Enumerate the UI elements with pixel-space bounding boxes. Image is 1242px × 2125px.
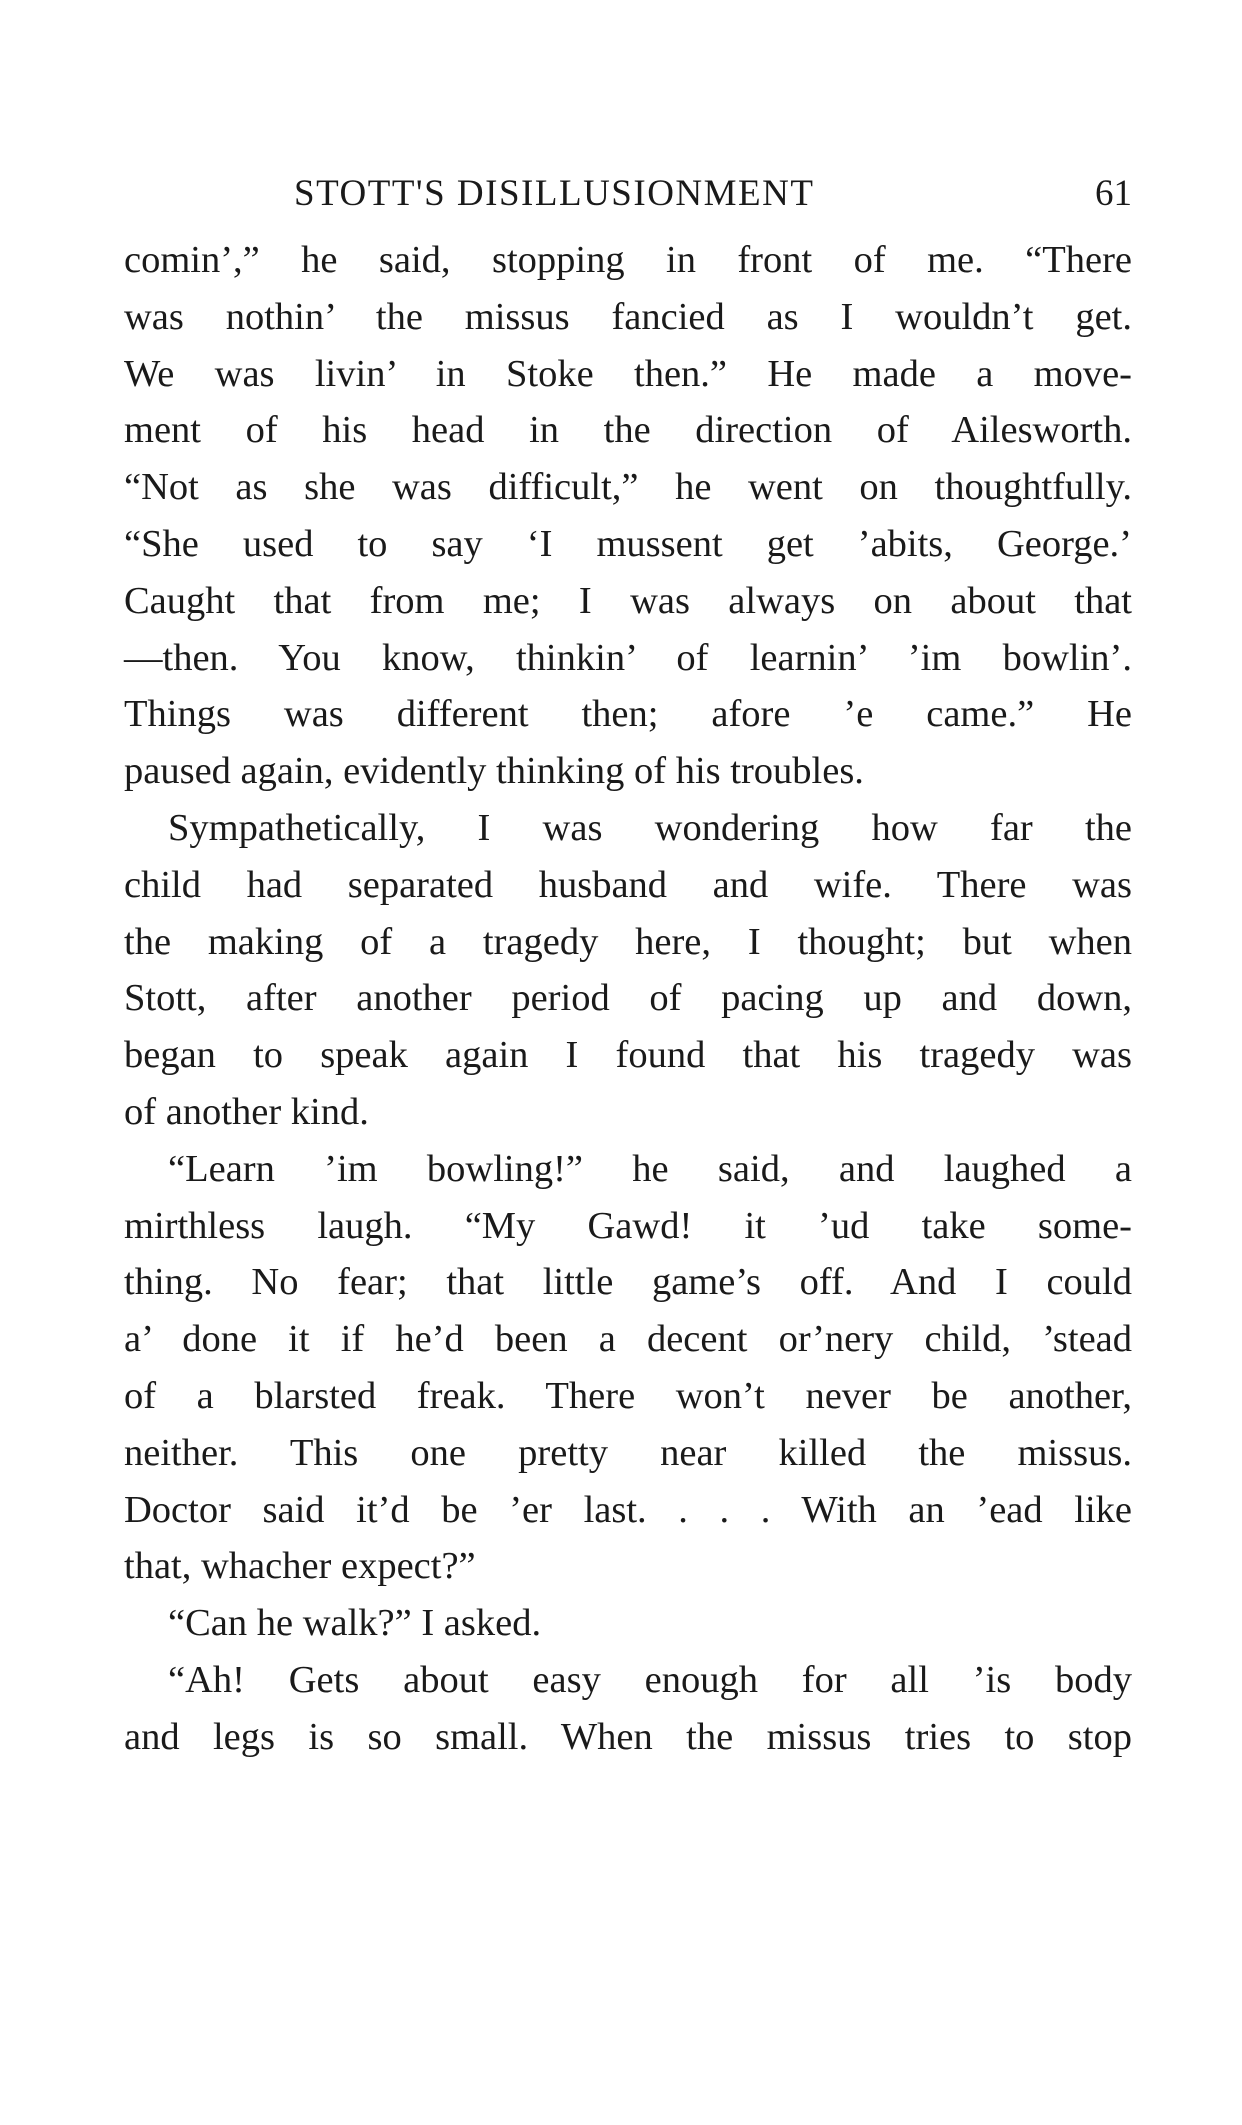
text-line: mirthless laugh. “My Gawd! it ’ud take some-: [124, 1204, 1132, 1247]
book-page: [124, 168, 1132, 1766]
text-line: “Learn ’im bowling!” he said, and laughed a: [168, 1147, 1132, 1190]
body-text: [124, 232, 1132, 1766]
text-line: was nothin’ the missus fancied as I wouldn’t get.: [124, 295, 1132, 338]
text-line: began to speak again I found that his tragedy was: [124, 1034, 1132, 1077]
running-title: STOTT'S DISILLUSIONMENT: [294, 173, 815, 214]
page-number: 61: [1095, 173, 1132, 214]
text-line: Things was different then; afore ’e came.” He: [124, 693, 1132, 736]
text-line: a’ done it if he’d been a decent or’nery child, ’stead: [124, 1318, 1132, 1361]
text-line: “She used to say ‘I mussent get ’abits, George.’: [124, 522, 1132, 565]
text-line: ment of his head in the direction of Ailesworth.: [124, 409, 1132, 452]
text-line: of another kind.: [124, 1090, 369, 1133]
text-line: Caught that from me; I was always on about that: [124, 579, 1132, 622]
text-line: comin’,” he said, stopping in front of me. “There: [124, 239, 1132, 281]
paragraph: [124, 1141, 1132, 1595]
paragraph: [124, 232, 1132, 800]
text-line: thing. No fear; that little game’s off. And I could: [124, 1261, 1132, 1304]
text-line: “Not as she was difficult,” he went on thoughtfully.: [124, 466, 1132, 509]
text-line: Stott, after another period of pacing up and down,: [124, 977, 1132, 1020]
text-line: Doctor said it’d be ’er last. . . . With an ’ead like: [124, 1488, 1132, 1531]
text-line: the making of a tragedy here, I thought; but when: [124, 920, 1132, 963]
text-line: paused again, evidently thinking of his troubles.: [124, 750, 864, 793]
text-line: and legs is so small. When the missus tries to stop: [124, 1715, 1132, 1758]
text-line: neither. This one pretty near killed the missus.: [124, 1431, 1132, 1474]
paragraph: [124, 1652, 1132, 1766]
text-line: Sympathetically, I was wondering how far the: [168, 806, 1132, 849]
text-line: child had separated husband and wife. There was: [124, 863, 1132, 906]
text-line: “Ah! Gets about easy enough for all ’is body: [168, 1658, 1132, 1701]
running-head: [124, 168, 1132, 232]
text-line: of a blarsted freak. There won’t never be another,: [124, 1374, 1132, 1417]
text-line: —then. You know, thinkin’ of learnin’ ’im bowlin’.: [124, 636, 1132, 679]
text-line: that, whacher expect?”: [124, 1545, 476, 1588]
paragraph: [124, 800, 1132, 1141]
text-line: “Can he walk?” I asked.: [168, 1602, 542, 1645]
text-line: We was livin’ in Stoke then.” He made a move-: [124, 352, 1132, 395]
paragraph: [124, 1595, 1132, 1652]
